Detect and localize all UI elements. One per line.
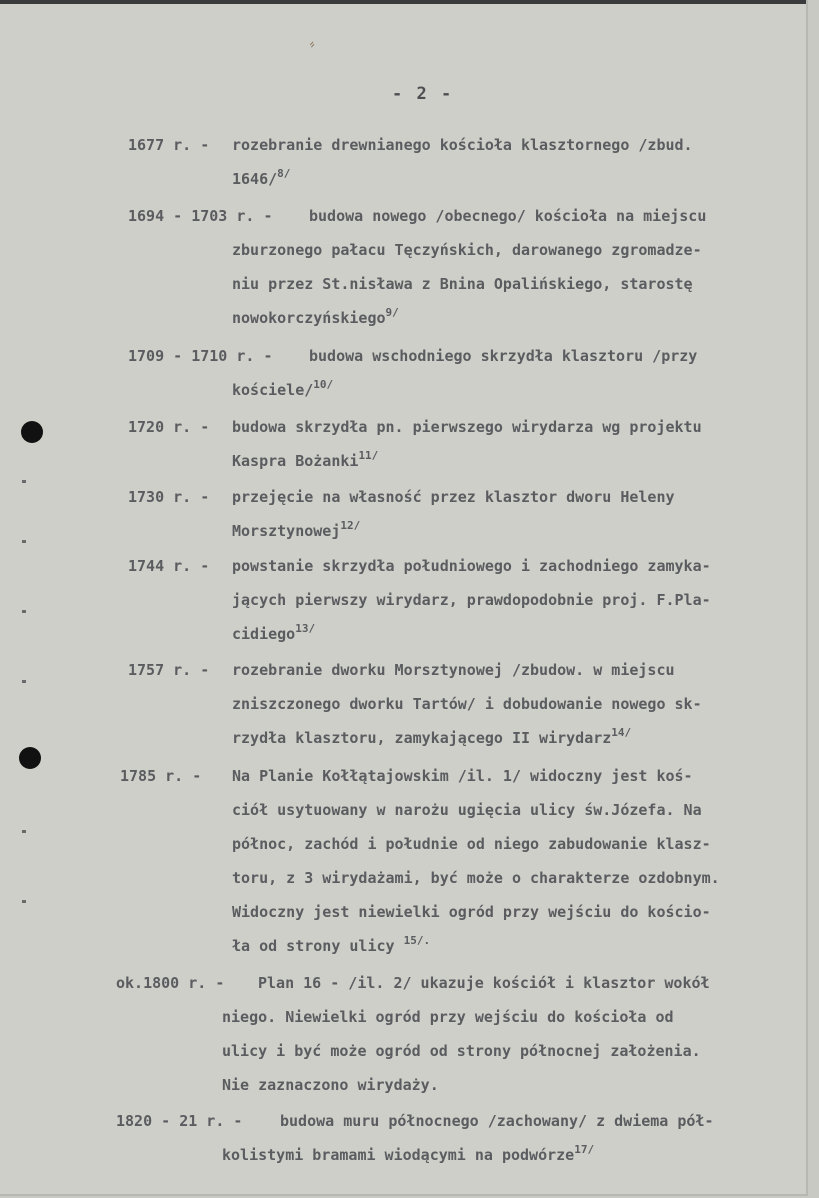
- punch-hole-icon: [19, 747, 41, 769]
- margin-tick: [22, 680, 26, 683]
- margin-tick: [22, 830, 26, 833]
- entry-line: [232, 929, 430, 963]
- entry-text: 1646/: [232, 170, 278, 188]
- entry-line: Widoczny jest niewielki ogród przy wejściu do kościo-: [232, 903, 711, 921]
- entry-date: 1820 - 21 r. -: [116, 1112, 243, 1130]
- entry-line: zniszczonego dworku Tartów/ i dobudowanie nowego sk-: [232, 695, 702, 713]
- entry-line: [232, 373, 333, 407]
- entry-line: budowa skrzydła pn. pierwszego wirydarza wg projektu: [232, 418, 702, 436]
- entry-text: kolistymi bramami wiodącymi na podwórze: [222, 1146, 575, 1164]
- entry-line: powstanie skrzydła południowego i zachodniego zamyka-: [232, 557, 711, 575]
- entry-date: 1744 r. -: [128, 557, 210, 575]
- footnote-ref: 14/: [611, 726, 632, 739]
- entry-line: budowa muru północnego /zachowany/ z dwiema pół-: [280, 1112, 714, 1130]
- entry-line: [232, 301, 399, 335]
- margin-tick: [22, 480, 26, 483]
- entry-line: budowa wschodniego skrzydła klasztoru /przy: [309, 347, 698, 365]
- entry-line: niu przez St.nisława z Bnina Opalińskiego, starostę: [232, 275, 693, 293]
- entry-date: 1730 r. -: [128, 488, 210, 506]
- entry-line: budowa nowego /obecnego/ kościoła na miejscu: [309, 207, 707, 225]
- entry-line: [232, 162, 290, 196]
- pencil-mark: ⸗: [304, 35, 320, 54]
- footnote-ref: 13/: [295, 622, 316, 635]
- entry-line: Nie zaznaczono wirydaży.: [222, 1076, 439, 1094]
- entry-line: [232, 617, 315, 651]
- entry-text: kościele/: [232, 381, 314, 399]
- entry-line: [232, 514, 360, 548]
- entry-line: toru, z 3 wirydażami, być może o charakterze ozdobnym.: [232, 869, 720, 887]
- entry-line: jących pierwszy wirydarz, prawdopodobnie proj. F.Pla-: [232, 591, 711, 609]
- entry-line: niego. Niewielki ogród przy wejściu do kościoła od: [222, 1008, 674, 1026]
- footnote-ref: 9/: [385, 306, 399, 319]
- footnote-ref: 11/: [358, 449, 379, 462]
- entry-line: rozebranie drewnianego kościoła klasztornego /zbud.: [232, 136, 693, 154]
- entry-date: 1709 - 1710 r. -: [128, 347, 273, 365]
- entry-date: 1785 r. -: [120, 767, 202, 785]
- entry-line: Na Planie Kołłątajowskim /il. 1/ widoczny jest koś-: [232, 767, 693, 785]
- entry-line: zburzonego pałacu Tęczyńskich, darowanego zgromadze-: [232, 241, 702, 259]
- footnote-ref: 15/.: [403, 934, 431, 947]
- margin-tick: [22, 610, 26, 613]
- entry-text: Morsztynowej: [232, 522, 341, 540]
- entry-line: [232, 444, 378, 478]
- chronology-entry: [116, 1104, 714, 1196]
- page-number: - 2 -: [392, 84, 454, 104]
- entry-date: 1694 - 1703 r. -: [128, 207, 273, 225]
- footnote-ref: 8/: [277, 167, 291, 180]
- entry-line: rozebranie dworku Morsztynowej /zbudow. w miejscu: [232, 661, 675, 679]
- entry-text: nowokorczyńskiego: [232, 309, 386, 327]
- entry-date: 1677 r. -: [128, 136, 210, 154]
- footnote-ref: 12/: [340, 519, 361, 532]
- entry-text: Kaspra Bożanki: [232, 452, 359, 470]
- entry-text: cidiego: [232, 625, 296, 643]
- punch-hole-icon: [21, 421, 43, 443]
- entry-line: ciół usytuowany w narożu ugięcia ulicy św.Józefa. Na: [232, 801, 702, 819]
- scan-top-edge: [0, 0, 806, 4]
- entry-line: [222, 1138, 594, 1172]
- entry-line: północ, zachód i południe od niego zabudowanie klasz-: [232, 835, 711, 853]
- entry-line: ulicy i być może ogród od strony północnej założenia.: [222, 1042, 701, 1060]
- entry-line: [232, 721, 631, 755]
- entry-line: Plan 16 - /il. 2/ ukazuje kościół i klasztor wokół: [258, 974, 710, 992]
- footnote-ref: 10/: [313, 378, 334, 391]
- entry-line: przejęcie na własność przez klasztor dworu Heleny: [232, 488, 675, 506]
- entry-text: ła od strony ulicy: [232, 937, 395, 955]
- footnote-ref: 17/: [574, 1143, 595, 1156]
- entry-date: 1757 r. -: [128, 661, 210, 679]
- entry-date: ok.1800 r. -: [116, 974, 225, 992]
- margin-tick: [22, 540, 26, 543]
- entry-text: rzydła klasztoru, zamykającego II wirydarz: [232, 729, 612, 747]
- entry-date: 1720 r. -: [128, 418, 210, 436]
- margin-tick: [22, 900, 26, 903]
